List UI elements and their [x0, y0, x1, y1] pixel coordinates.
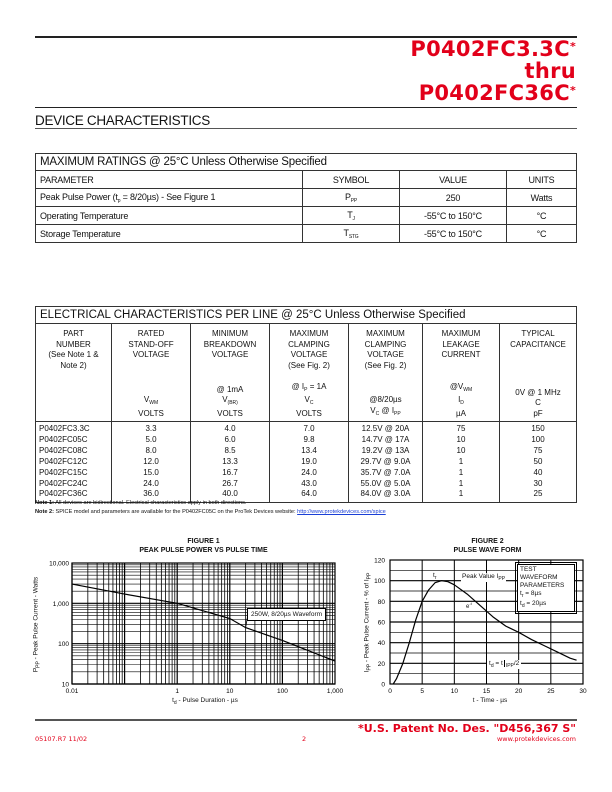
table-cell: 50 — [533, 456, 543, 466]
param: Operating Temperature — [36, 207, 303, 225]
table-cell: P0402FC15C — [39, 467, 88, 477]
fig2-y-tick: 0 — [381, 681, 385, 689]
fig1-x-tick: 100 — [276, 688, 288, 695]
fig2-x-tick: 10 — [450, 688, 458, 695]
fig1-ylabel: $P_{PP}$ - Peak Pulse Current - Watts — [32, 576, 42, 673]
patent-note: *U.S. Patent No. Des. "D456,367 S" — [358, 722, 576, 735]
table-cell: 7.0 — [303, 424, 315, 433]
table-cell: P0402FC3.3C — [39, 424, 90, 433]
table-cell: 3.3 — [145, 424, 157, 433]
table-cell: 43.0 — [301, 478, 317, 488]
fig1-y-tick: 100 — [58, 641, 69, 649]
table-cell: 5.0 — [145, 434, 157, 444]
param: Peak Pulse Power $(t_p = 8/20\mu s)$ - See Figure 1 — [36, 189, 303, 207]
table-cell: 30 — [533, 478, 543, 488]
table-cell: 64.0 — [301, 489, 317, 499]
fig2-y-tick: 20 — [377, 660, 385, 668]
fig2-y-tick: 100 — [374, 578, 385, 586]
col-parameter: PARAMETER — [36, 171, 303, 189]
table-cell: 8.5 — [224, 445, 236, 455]
fig1-x-tick: 10 — [226, 688, 234, 695]
table-cell: 13.4 — [301, 445, 317, 455]
fig1-series-line — [72, 584, 335, 661]
table-cell: 12.0 — [143, 456, 159, 466]
table-cell: P0402FC05C — [39, 434, 88, 444]
fig1-y-tick: 10,000 — [49, 560, 69, 568]
fig2-y-tick: 40 — [377, 640, 385, 648]
table-cell: 40.0 — [222, 489, 238, 499]
max-ratings-title: MAXIMUM RATINGS @ 25°C Unless Otherwise Specified — [36, 154, 577, 171]
col-capacitance: TYPICAL CAPACITANCE 0V @ 1 MHz C pF — [500, 324, 577, 422]
units: °C — [507, 225, 577, 243]
website-link[interactable]: www.protekdevices.com — [496, 735, 576, 743]
fig2-ylabel: $I_{PP}$ - Peak Pulse Current - % of $I_{PP}$ — [363, 572, 373, 673]
table-cell: 12.5V @ 20A — [361, 424, 410, 433]
table-cell: P0402FC36C — [39, 489, 88, 499]
note-1: Note 1: All devices are bidirectional. Electrical characteristics apply in both directions. — [35, 500, 247, 506]
fig1-y-tick: 10 — [61, 681, 69, 689]
note-2: Note 2: SPICE model and parameters are available for the P0402FC05C on the ProTek Devices website: http://www.protekdevices.com/spice — [35, 509, 386, 515]
table-cell: P0402FC08C — [39, 445, 88, 455]
table-cell: 8.0 — [145, 445, 157, 455]
fig1-x-tick: 1 — [175, 688, 180, 695]
units: °C — [507, 207, 577, 225]
col-leakage: MAXIMUM LEAKAGE CURRENT $@V_{WM}$ $I_D$ µA — [423, 324, 500, 422]
col-units: UNITS — [507, 171, 577, 189]
value: -55°C to 150°C — [400, 207, 507, 225]
table-cell: 13.3 — [222, 456, 238, 466]
table-cell: 1 — [458, 478, 464, 488]
figure-2-title: FIGURE 2 PULSE WAVE FORM — [453, 538, 522, 554]
table-cell: 4.0 — [224, 424, 236, 433]
col-breakdown: MINIMUM BREAKDOWN VOLTAGE @ 1mA $V_{(BR)}$ VOLTS — [191, 324, 270, 422]
table-cell: 14.7V @ 17A — [361, 434, 410, 444]
fig2-exp-label: $e^{-t}$ — [466, 601, 472, 610]
col-clamping-ipp: MAXIMUM CLAMPING VOLTAGE (See Fig. 2) @8/20µs $V_C$ @ $I_{PP}$ — [349, 324, 423, 422]
fig1-annotation: 250W, 8/20µs Waveform — [247, 608, 326, 621]
table-cell: 16.7 — [222, 467, 238, 477]
symbol: $T_J$ — [303, 207, 400, 225]
value: -55°C to 150°C — [400, 225, 507, 243]
table-cell: 1 — [458, 489, 464, 499]
table-cell: 75 — [456, 424, 466, 433]
table-cell: 10 — [456, 434, 466, 444]
fig2-parameters-box: TEST WAVEFORM PARAMETERS $t_r = 8\mu s$ $t_d = 20\mu s$ — [517, 564, 575, 612]
table-cell: 24.0 — [143, 478, 159, 488]
table-cell: 35.7V @ 7.0A — [360, 467, 411, 477]
table-cell: 55.0V @ 5.0A — [360, 478, 411, 488]
table-cell: P0402FC12C — [39, 456, 88, 466]
fig2-xlabel: t - Time - µs — [472, 697, 508, 704]
table-cell: 15.0 — [143, 467, 159, 477]
table-cell: 9.8 — [303, 434, 315, 444]
symbol: $P_{PP}$ — [303, 189, 400, 207]
electrical-title: ELECTRICAL CHARACTERISTICS PER LINE @ 25°C Unless Otherwise Specified — [36, 307, 577, 324]
fig1-x-tick: 1,000 — [326, 688, 344, 695]
part-title-thru: thru — [524, 59, 576, 83]
fig2-y-tick: 120 — [374, 557, 385, 565]
col-value: VALUE — [400, 171, 507, 189]
param: Storage Temperature — [36, 225, 303, 243]
part-title-last: P0402FC36C* — [418, 81, 576, 105]
table-cell: 84.0V @ 3.0A — [360, 489, 411, 499]
page-number: 2 — [302, 735, 307, 743]
col-clamping-1a: MAXIMUM CLAMPING VOLTAGE (See Fig. 2) @ $I_P = 1A$ $V_C$ VOLTS — [270, 324, 349, 422]
table-cell: 26.7 — [222, 478, 238, 488]
table-cell: 19.2V @ 13A — [361, 445, 410, 455]
doc-code: 05107.R7 11/02 — [35, 735, 88, 743]
fig1-xlabel: $t_d$ - Pulse Duration - µs — [172, 697, 238, 706]
col-part-number: PART NUMBER (See Note 1 & Note 2) — [36, 324, 112, 422]
fig1-x-tick: 0.01 — [65, 688, 79, 695]
table-cell: 19.0 — [301, 456, 317, 466]
fig2-x-tick: 25 — [547, 688, 555, 695]
table-cell: 25 — [533, 489, 543, 499]
fig2-x-tick: 30 — [579, 688, 587, 695]
table-cell: 36.0 — [143, 489, 159, 499]
table-cell: 150 — [531, 424, 545, 433]
spice-link[interactable]: http://www.protekdevices.com/spice — [297, 509, 386, 515]
table-cell: 24.0 — [301, 467, 317, 477]
symbol: $T_{STG}$ — [303, 225, 400, 243]
fig2-td-label: $t_d = t$ $_{IPP}$/2 — [489, 660, 520, 669]
col-standoff: RATED STAND-OFF VOLTAGE $V_{WM}$ VOLTS — [112, 324, 191, 422]
table-cell: P0402FC24C — [39, 478, 88, 488]
fig2-y-tick: 80 — [377, 598, 385, 606]
value: 250 — [400, 189, 507, 207]
footer-rule — [35, 719, 577, 721]
table-cell: 1 — [458, 456, 464, 466]
table-cell: 1 — [458, 467, 464, 477]
table-cell: 100 — [531, 434, 545, 444]
fig2-peak-label: Peak Value $I_{PP}$ — [462, 573, 506, 582]
table-cell: 6.0 — [224, 434, 236, 444]
table-cell: 75 — [533, 445, 543, 455]
fig2-y-tick: 60 — [377, 619, 385, 627]
fig1-y-tick: 1,000 — [52, 600, 69, 608]
section-title: DEVICE CHARACTERISTICS — [35, 113, 210, 128]
fig2-x-tick: 20 — [515, 688, 523, 695]
fig2-x-tick: 0 — [388, 688, 392, 695]
table-cell: 40 — [533, 467, 543, 477]
fig1-frame — [72, 563, 335, 684]
figure-1-title: FIGURE 1 PEAK PULSE POWER VS PULSE TIME — [139, 538, 268, 554]
part-title-first: P0402FC3.3C* — [410, 37, 576, 61]
fig2-x-tick: 5 — [420, 688, 424, 695]
table-cell: 10 — [456, 445, 466, 455]
col-symbol: SYMBOL — [303, 171, 400, 189]
units: Watts — [507, 189, 577, 207]
fig2-x-tick: 15 — [482, 688, 491, 695]
table-cell: 29.7V @ 9.0A — [360, 456, 411, 466]
fig2-tr-label: $t_r$ — [433, 572, 437, 581]
